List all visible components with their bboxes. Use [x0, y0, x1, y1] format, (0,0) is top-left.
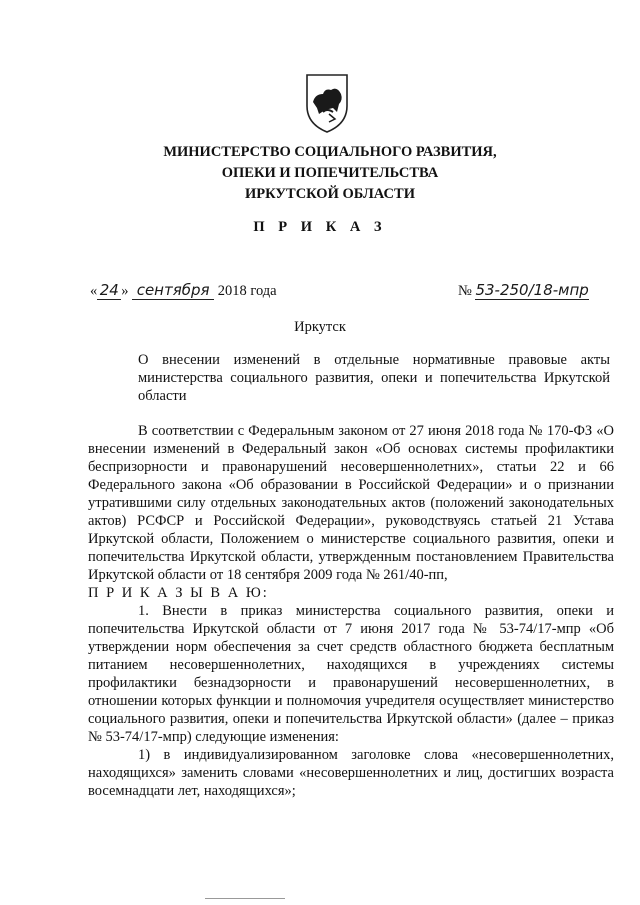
- item-1-paragraph: 1. Внести в приказ министерства социального развития, опеки и попечительства Иркутской области от 7 июня 2017 года № 53-74/17-мпр «Об утверждении норм обеспечения за счет средств областного бюджета бесплатным питанием несовершеннолетних, находящихся в учреждениях системы профилактики безнадзорности и правонарушений несовершеннолетних, в отношении которых функции и полномочия учредителя осуществляет министерство социального развития, опеки и попечительства Иркутской области» (далее – приказ № 53-74/17-мпр) следующие изменения:: [88, 603, 614, 745]
- ministry-name: [100, 142, 560, 205]
- order-date: [90, 281, 277, 300]
- footer-divider: [205, 898, 285, 899]
- orders-word: П Р И К А З Ы В А Ю:: [88, 585, 269, 601]
- date-month: сентября: [132, 281, 214, 300]
- city: Иркутск: [294, 319, 346, 335]
- coat-of-arms-emblem: [303, 72, 351, 134]
- order-title: П Р И К А З: [253, 219, 387, 235]
- ministry-line-3: ИРКУТСКОЙ ОБЛАСТИ: [245, 186, 415, 202]
- number-prefix: №: [458, 283, 472, 299]
- date-day: 24: [97, 281, 121, 300]
- ministry-line-2: ОПЕКИ И ПОПЕЧИТЕЛЬСТВА: [221, 165, 439, 181]
- date-close-quote: »: [121, 283, 129, 299]
- ministry-line-1: МИНИСТЕРСТВО СОЦИАЛЬНОГО РАЗВИТИЯ,: [163, 144, 497, 160]
- number-value: 53-250/18-мпр: [475, 281, 589, 299]
- item-1-1-paragraph: 1) в индивидуализированном заголовке слова «несовершеннолетних, находящихся» заменить словами «несовершеннолетних и лиц, достигших возраста восемнадцати лет, находящихся»;: [88, 747, 614, 799]
- date-year: 2018 года: [217, 283, 277, 299]
- order-subject: О внесении изменений в отдельные нормативные правовые акты министерства социального развития, опеки и попечительства Иркутской области: [138, 352, 610, 404]
- order-body: [88, 422, 614, 800]
- order-number: [458, 281, 589, 300]
- preamble-paragraph: В соответствии с Федеральным законом от 27 июня 2018 года № 170-ФЗ «О внесении изменений в Федеральный закон «Об основах системы профилактики беспризорности и правонарушений несовершеннолетних», статьи 22 и 66 Федерального закона «Об образовании в Российской Федерации» и о признании утратившими силу отдельных законодательных актов (положений законодательных актов) РСФСР и Российской Федерации», руководствуясь статьей 21 Устава Иркутской области, Положением о министерстве социального развития, опеки и попечительства Иркутской области, утвержденным постановлением Правительства Иркутской области от 18 сентября 2009 года № 261/40-пп,: [88, 423, 614, 583]
- date-open-quote: «: [90, 283, 98, 299]
